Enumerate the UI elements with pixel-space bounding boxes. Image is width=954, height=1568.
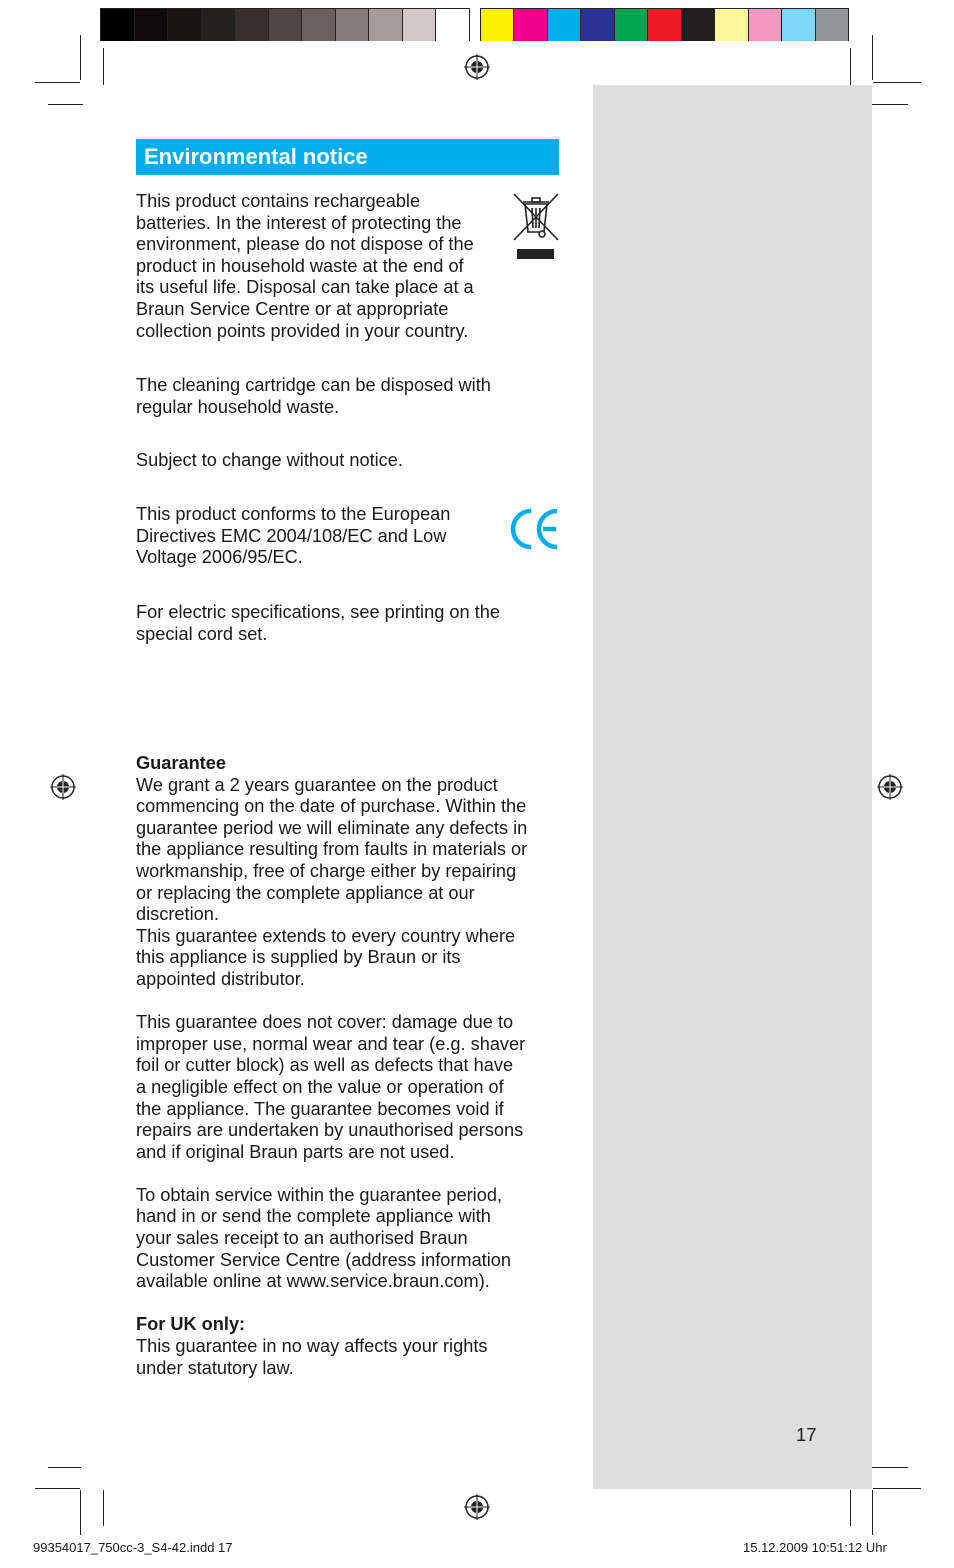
color-swatch [615,9,649,41]
text-line: the appliance. The guarantee becomes void if [136,1098,504,1119]
color-swatch [816,9,849,41]
color-swatch [135,9,169,41]
color-swatch [481,9,515,41]
section-heading: Environmental notice [136,139,559,175]
color-swatch [403,9,437,41]
text-line: improper use, normal wear and tear (e.g. shaver [136,1033,526,1054]
text-line: regular household waste. [136,396,340,417]
color-swatch [336,9,370,41]
footer-timestamp: 15.12.2009 10:51:12 Uhr [743,1540,887,1555]
text-line: discretion. [136,904,219,925]
text-line: environment, please do not dispose of the [136,234,474,255]
color-control-strip [100,8,849,41]
color-swatch [302,9,336,41]
text-line: the appliance resulting from faults in materials or [136,839,528,860]
text-line: batteries. In the interest of protecting the [136,212,462,233]
text-line: This guarantee extends to every country where [136,925,516,946]
text-line: This guarantee in no way affects your rights [136,1336,488,1357]
crossed-out-wheelie-bin-icon [512,192,560,262]
color-swatch [168,9,202,41]
text-line: workmanship, free of charge either by repairing [136,860,517,881]
text-line: Directives EMC 2004/108/EC and Low [136,525,447,546]
batteries-paragraph [136,191,474,342]
color-swatch [436,9,469,41]
text-line: This product contains rechargeable [136,191,421,211]
registration-mark-icon [464,1494,490,1520]
color-swatch [514,9,548,41]
color-swatch [202,9,236,41]
text-line: hand in or send the complete appliance with [136,1206,491,1227]
side-panel [593,85,872,1489]
text-line: and if original Braun parts are not used. [136,1141,455,1162]
uk-only-text [136,1336,527,1379]
process-color-swatches [480,8,850,41]
guarantee-paragraph-1 [136,775,527,991]
color-swatch [682,9,716,41]
text-line: foil or cutter block) as well as defects that have [136,1055,514,1076]
registration-mark-icon [877,774,903,800]
text-line: or replacing the complete appliance at our [136,882,475,903]
color-swatch [648,9,682,41]
color-swatch [548,9,582,41]
color-swatch [581,9,615,41]
text-line: We grant a 2 years guarantee on the product [136,774,498,795]
text-line: This guarantee does not cover: damage due to [136,1012,514,1033]
footer-file-info: 99354017_750cc-3_S4-42.indd 17 [33,1540,233,1555]
grayscale-swatches [100,8,470,41]
color-swatch [101,9,135,41]
text-line: special cord set. [136,623,268,644]
text-line: appointed distributor. [136,968,305,989]
text-line: For electric specifications, see printing on the [136,602,500,622]
color-swatch [235,9,269,41]
text-line: your sales receipt to an authorised Braun [136,1228,468,1249]
text-line: Voltage 2006/95/EC. [136,547,303,568]
text-line: collection points provided in your country. [136,320,469,341]
text-line: product in household waste at the end of [136,255,464,276]
text-line: commencing on the date of purchase. Within the [136,796,527,817]
text-line: its useful life. Disposal can take place at a [136,277,474,298]
subject-to-change-paragraph [136,450,403,472]
text-line: Braun Service Centre or at appropriate [136,298,449,319]
color-swatch [715,9,749,41]
text-line: available online at www.service.braun.com). [136,1271,490,1292]
text-line: Subject to change without notice. [136,450,403,470]
guarantee-section [136,753,527,1379]
text-line: under statutory law. [136,1357,294,1378]
cartridge-paragraph [136,375,491,418]
electric-specs-paragraph [136,602,500,645]
registration-mark-icon [464,54,490,80]
conformity-paragraph [136,504,450,569]
color-swatch [269,9,303,41]
text-line: Customer Service Centre (address information [136,1249,512,1270]
text-line: this appliance is supplied by Braun or its [136,947,461,968]
color-swatch [782,9,816,41]
guarantee-paragraph-2 [136,1012,527,1163]
registration-mark-icon [50,774,76,800]
page-number: 17 [796,1424,817,1445]
text-line: repairs are undertaken by unauthorised persons [136,1120,524,1141]
text-line: The cleaning cartridge can be disposed with [136,375,491,395]
text-line: a negligible effect on the value or operation of [136,1076,504,1097]
text-line: guarantee period we will eliminate any defects in [136,817,528,838]
text-line: To obtain service within the guarantee period, [136,1184,502,1205]
uk-only-title: For UK only: [136,1314,246,1335]
guarantee-title: Guarantee [136,753,226,773]
color-swatch [749,9,783,41]
ce-mark-icon [510,507,560,551]
guarantee-paragraph-3 [136,1185,527,1293]
text-line: This product conforms to the European [136,504,451,524]
color-swatch [369,9,403,41]
